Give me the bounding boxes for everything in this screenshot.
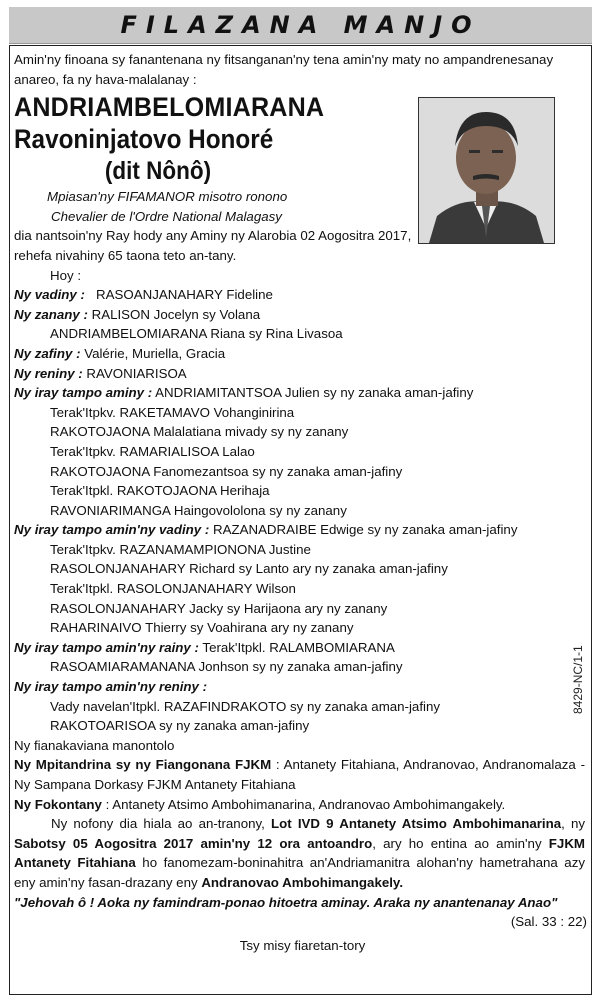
mother-line [14,364,591,384]
whole-family: Ny fianakaviana manontolo [14,737,175,753]
spouse-label: Ny vadiny : [14,287,85,303]
spouse-siblings-2: Terak'Itpkv. RAZANAMAMPIONONA Justine [50,541,311,557]
spouse-siblings-6: RAHARINAIVO Thierry sy Voahirana ary ny zanany [50,620,354,636]
death-line-1: dia nantsoin'ny Ray hody any Aminy ny Alarobia 02 Aogositra 2017, [14,228,412,244]
funeral-burial-place: Andranovao Ambohimangakely. [201,874,404,890]
death-line-2: rehefa nivahiny 65 taona teto an-tany. [14,247,237,263]
spouse-siblings-4: Terak'Itpkl. RASOLONJANAHARY Wilson [50,581,296,597]
funeral-address: Lot IVD 9 Antanety Atsimo Ambohimanarina [271,816,562,832]
mother-siblings-1: Vady navelan'Itpkl. RAZAFINDRAKOTO sy ny zanaka aman-jafiny [50,698,441,714]
siblings-3: RAKOTOJAONA Malalatiana mivady sy ny zanany [50,424,349,440]
siblings-4: Terak'Itpkv. RAMARIALISOA Lalao [50,443,255,459]
funeral-t3: , ary ho entina ao amin'ny [372,835,549,851]
deceased-title-1: Mpiasan'ny FIFAMANOR misotro ronono [47,189,288,205]
deceased-title-2: Chevalier de l'Ordre National Malagasy [51,208,282,224]
siblings-2: Terak'Itpkv. RAKETAMAVO Vohanginirina [50,404,295,420]
spouse-name: RASOANJANAHARY Fideline [96,287,273,303]
father-siblings-1: Terak'Itpkl. RALAMBOMIARANA [202,639,395,655]
funeral-church: FJKM Antanety Fitahiana [14,835,585,871]
spouse-siblings-5: RASOLONJANAHARY Jacky sy Harijaona ary ny zanany [50,600,388,616]
fokontany-line [14,795,591,815]
fokontany-label: Ny Fokontany [14,796,102,812]
spouse-line [14,285,591,305]
notice-content [14,50,591,955]
spouse-siblings-line [14,520,591,540]
deceased-surname: ANDRIAMBELOMIARANA [14,92,325,123]
deceased-nickname: (dit Nônô) [104,157,212,186]
siblings-label: Ny iray tampo aminy : [14,385,153,401]
closing-note: Tsy misy fiaretan-tory [239,937,366,953]
grandchildren-names: Valérie, Muriella, Gracia [84,345,226,361]
siblings-6: Terak'Itpkl. RAKOTOJAONA Herihaja [50,483,270,499]
spouse-siblings-label: Ny iray tampo amin'ny vadiny : [14,522,210,538]
siblings-5: RAKOTOJAONA Fanomezantsoa sy ny zanaka aman-jafiny [50,463,403,479]
children-line [14,305,591,325]
children-2: ANDRIAMBELOMIARANA Riana sy Rina Livasoa [50,326,343,342]
siblings-7: RAVONIARIMANGA Haingovololona sy ny zanany [50,502,347,518]
bible-reference: (Sal. 33 : 22) [510,914,587,930]
funeral-t1: Ny nofony dia hiala ao an-tranony, [51,816,272,832]
header-banner [9,7,592,44]
mother-siblings-label: Ny iray tampo amin'ny reniny : [14,679,208,695]
siblings-1: ANDRIAMITANTSOA Julien sy ny zanaka aman-jafiny [155,385,474,401]
children-1: RALISON Jocelyn sy Volana [91,306,261,322]
church-label: Ny Mpitandrina sy ny Fiangonana FJKM [14,757,272,773]
siblings-line [14,383,591,403]
funeral-t2: , ny [561,816,586,832]
father-siblings-2: RASOAMIARAMANANA Jonhson sy ny zanaka aman-jafiny [50,659,403,675]
grandchildren-line [14,344,591,364]
children-label: Ny zanany : [14,306,88,322]
reference-code: 8429-NC/1-1 [571,645,585,715]
intro-text: Amin'ny finoana sy fanantenana ny fitsanganan'ny tena amin'ny maty no ampandrenesanay anareo, fa ny hava-malalanay : [14,52,554,87]
funeral-t4: ho fanomezam-boninahitra an'Andriamanitra alohan'ny hametrahana azy eny amin'ny fasan-drazany eny [14,855,586,890]
spouse-siblings-1: RAZANADRAIBE Edwige sy ny zanaka aman-jafiny [213,522,518,538]
grandchildren-label: Ny zafiny : [14,345,81,361]
header-title: FILAZANA MANJO [120,11,481,39]
spouse-siblings-3: RASOLONJANAHARY Richard sy Lanto ary ny zanaka aman-jafiny [50,561,448,577]
funeral-date: Sabotsy 05 Aogositra 2017 amin'ny 12 ora antoandro [14,835,373,851]
church-text: : Antanety Fitahiana, Andranovao, Andranomalaza - Ny Sampana Dorkasy FJKM Antanety Fitahiana [14,757,585,792]
mother-name: RAVONIARISOA [86,365,187,381]
church-line [14,755,591,794]
father-siblings-line [14,638,591,658]
hoy-label: Hoy : [50,267,82,283]
fokontany-text: : Antanety Atsimo Ambohimanarina, Andranovao Ambohimangakely. [101,796,506,812]
father-siblings-label: Ny iray tampo amin'ny rainy : [14,639,199,655]
deceased-firstname: Ravoninjatovo Honoré [14,124,274,155]
mother-siblings-2: RAKOTOARISOA sy ny zanaka aman-jafiny [50,718,310,734]
bible-verse: "Jehovah ô ! Aoka ny famindram-ponao hitoetra aminay. Araka ny anantenanay Anao" [14,894,558,910]
funeral-paragraph [14,814,591,892]
mother-label: Ny reniny : [14,365,83,381]
